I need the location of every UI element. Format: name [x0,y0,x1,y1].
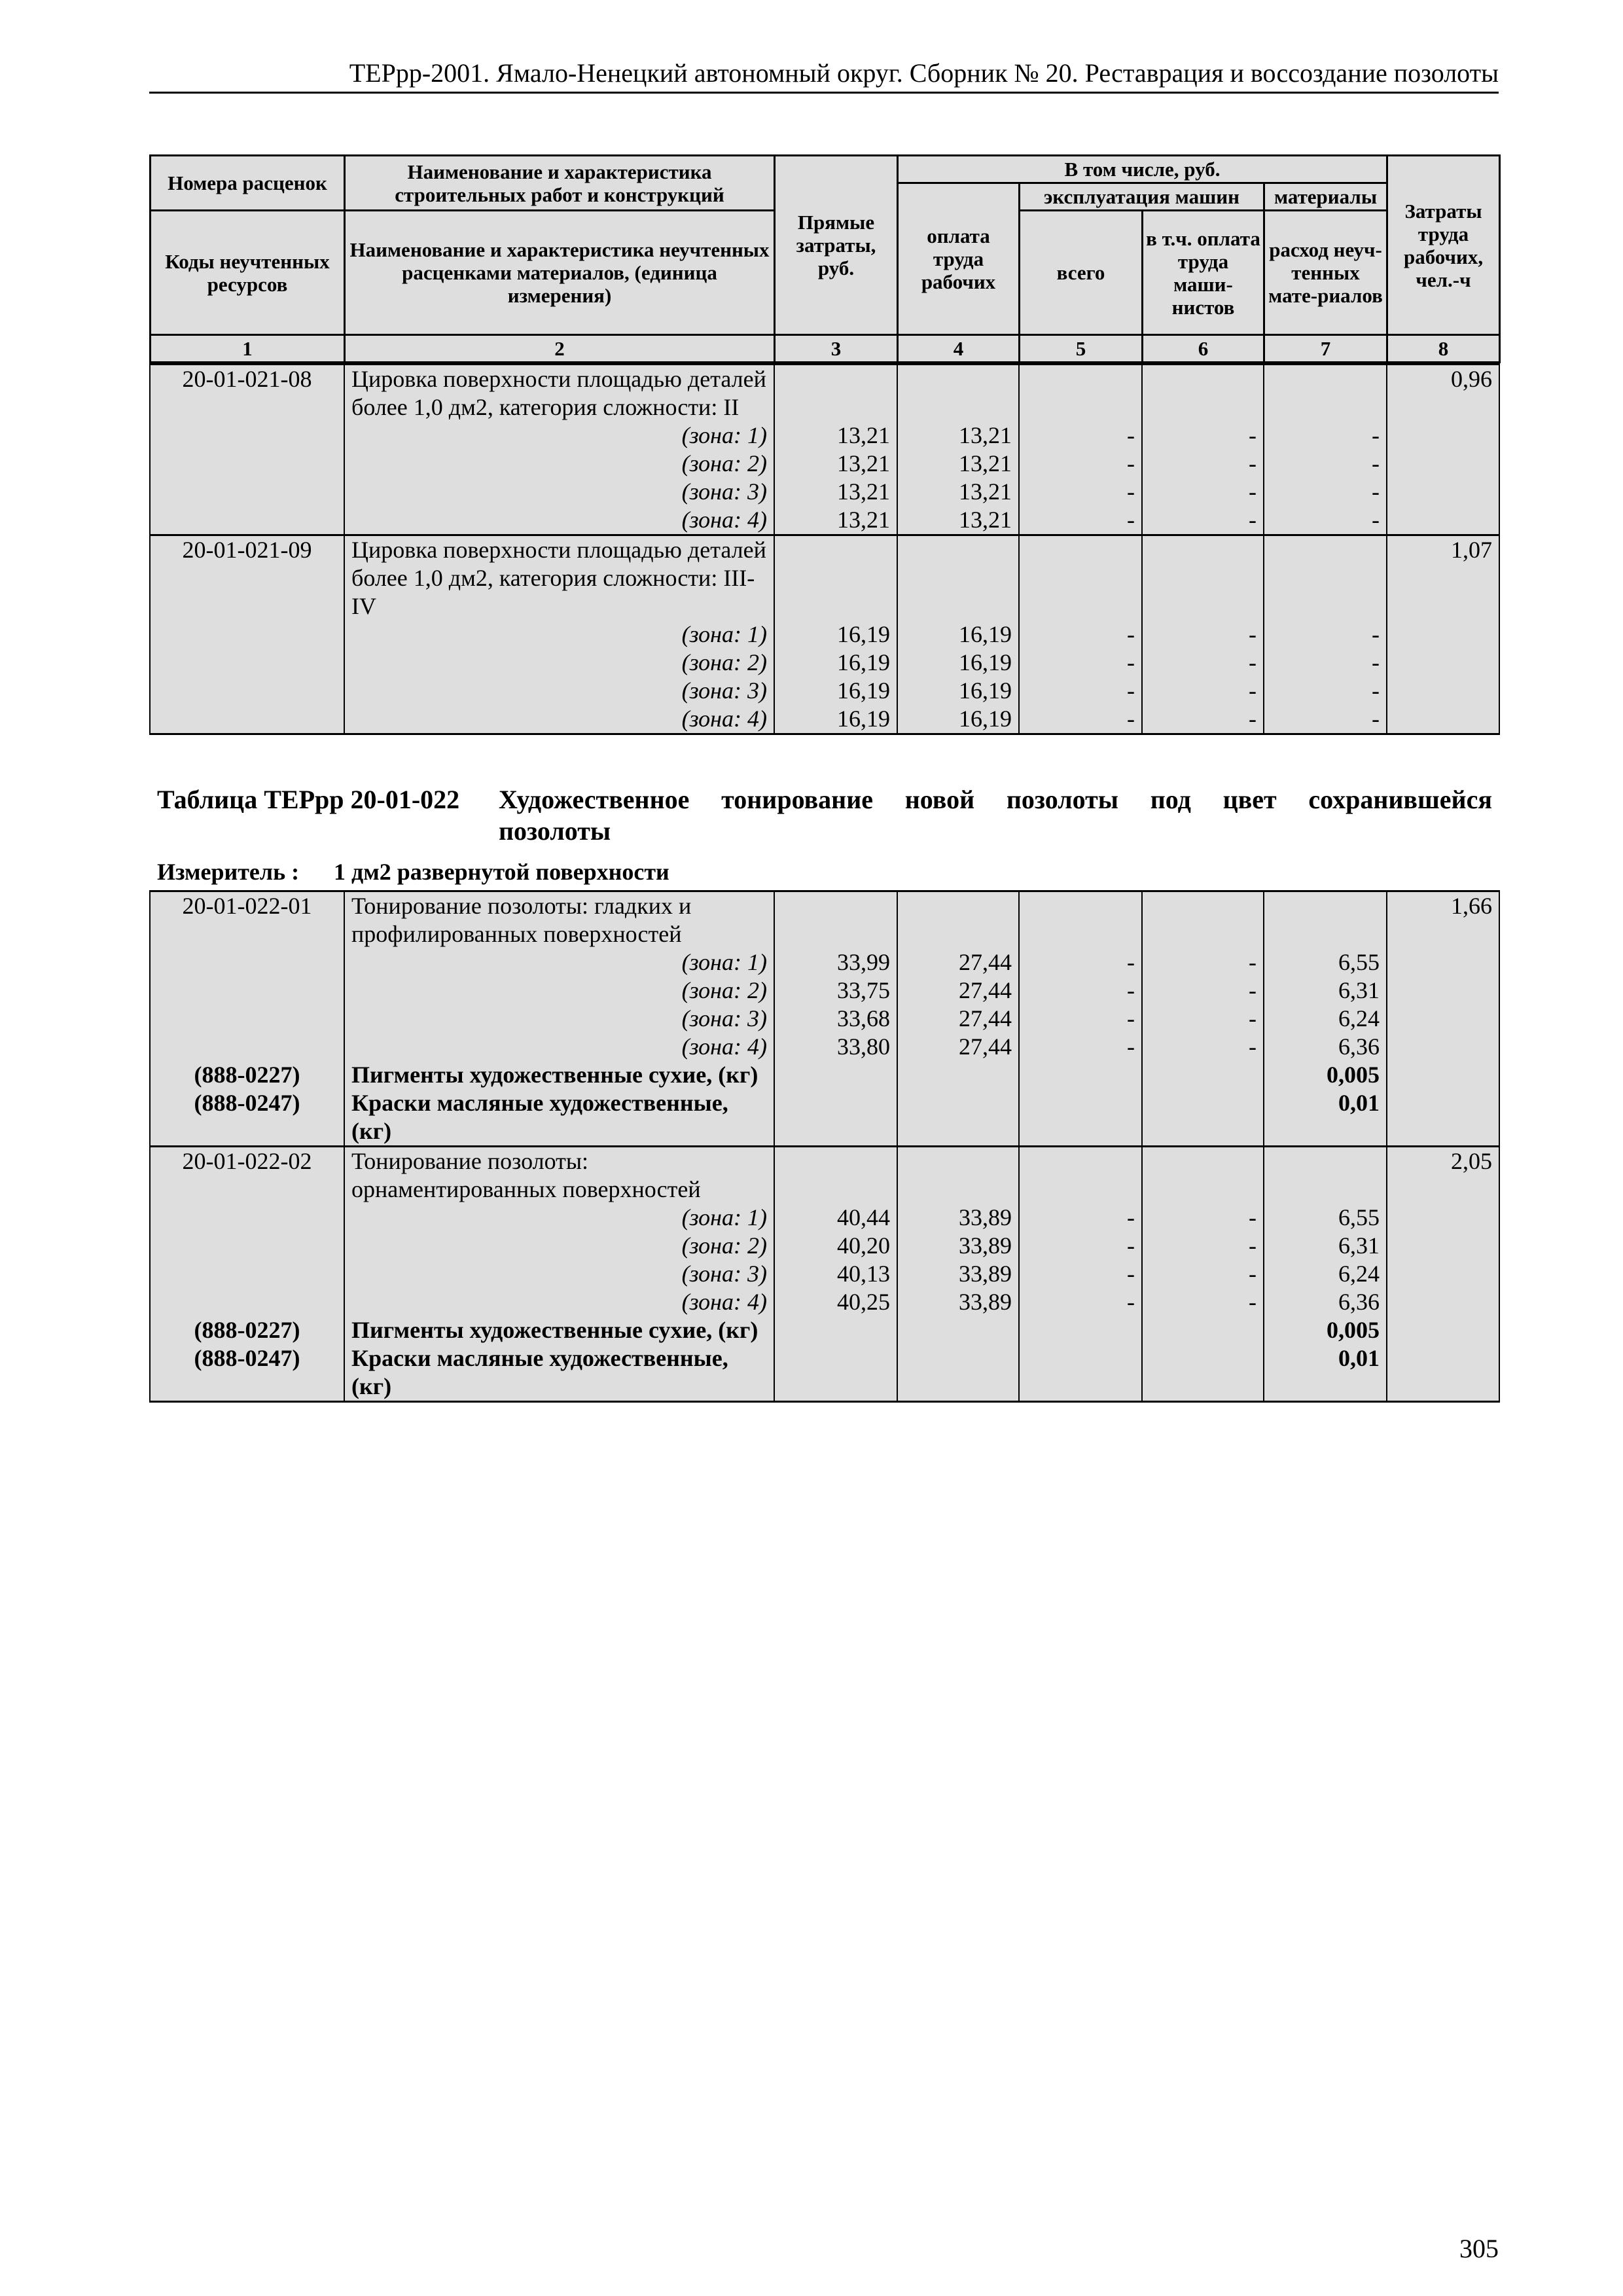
table-cell [897,1344,1019,1402]
table-cell [897,891,1019,949]
col-mat-use: расход неуч-тенных мате-риалов [1264,211,1387,335]
col-number: 2 [345,335,775,363]
wage-cost: 33,89 [897,1260,1019,1288]
table-cell [1019,1344,1142,1402]
zone-row [150,948,1499,977]
direct-cost: 16,19 [774,649,897,677]
table-title-text-cont: позолоты [499,816,611,846]
resource-code: (888-0247) [150,1344,344,1402]
col-number: 8 [1387,335,1500,363]
table-cell [897,1089,1019,1147]
table-cell [150,705,344,734]
col-number: 3 [775,335,898,363]
table-cell [150,1033,344,1061]
machine-wage-cost: - [1142,422,1264,450]
table-cell [1387,649,1499,677]
wage-cost: 16,19 [897,649,1019,677]
direct-cost: 13,21 [774,506,897,535]
table-cell [150,1232,344,1260]
machine-wage-cost: - [1142,1005,1264,1033]
wage-cost: 27,44 [897,977,1019,1005]
zone-label: (зона: 3) [344,478,774,506]
table-cell [150,948,344,977]
table-cell [150,422,344,450]
rate-name: Цировка поверхности площадью деталей более 1,0 дм2, категория сложности: III-IV [344,535,774,621]
material-cost: 6,36 [1264,1288,1387,1316]
zone-label: (зона: 1) [344,422,774,450]
wage-cost: 33,89 [897,1204,1019,1232]
table-row [150,891,1499,949]
direct-cost: 33,68 [774,1005,897,1033]
machine-wage-cost: - [1142,677,1264,705]
running-header: ТЕРрр-2001. Ямало-Ненецкий автономный округ. Сборник № 20. Реставрация и воссоздание позолоты [349,58,1499,88]
header-rule [149,92,1499,94]
machine-wage-cost: - [1142,1204,1264,1232]
wage-cost: 13,21 [897,478,1019,506]
zone-row [150,620,1499,649]
machine-cost: - [1019,1232,1142,1260]
zone-row [150,977,1499,1005]
resource-code: (888-0247) [150,1089,344,1147]
table-cell [1264,891,1387,949]
zone-label: (зона: 2) [344,977,774,1005]
table-cell [1387,705,1499,734]
direct-cost: 16,19 [774,677,897,705]
resource-row [150,1344,1499,1402]
table-cell [1387,1033,1499,1061]
table-row [150,365,1499,422]
resource-row [150,1316,1499,1344]
resource-name: Пигменты художественные сухие, (кг) [344,1316,774,1344]
machine-wage-cost: - [1142,1288,1264,1316]
table-cell [150,1260,344,1288]
zone-row [150,1005,1499,1033]
machine-wage-cost: - [1142,705,1264,734]
zone-row [150,1260,1499,1288]
table-cell [1142,535,1264,621]
table-cell [150,478,344,506]
wage-cost: 13,21 [897,506,1019,535]
machine-cost: - [1019,948,1142,977]
direct-cost: 13,21 [774,478,897,506]
material-cost: - [1264,620,1387,649]
col-number: 6 [1143,335,1264,363]
col-mach: эксплуатация машин [1020,183,1264,211]
table-cell [897,365,1019,422]
table-cell [774,1344,897,1402]
measure-unit: 1 дм2 развернутой поверхности [334,859,669,885]
table-cell [1019,1316,1142,1344]
measure-label: Измеритель : [157,859,300,885]
material-cost: 6,55 [1264,1204,1387,1232]
material-cost: 6,24 [1264,1260,1387,1288]
table-cell [1387,1061,1499,1089]
material-cost: - [1264,478,1387,506]
direct-cost: 13,21 [774,450,897,478]
machine-cost: - [1019,506,1142,535]
zone-row [150,450,1499,478]
zone-row [150,649,1499,677]
labor-value: 2,05 [1387,1147,1499,1204]
table-cell [1387,1005,1499,1033]
table-row [150,535,1499,621]
table-cell [150,677,344,705]
resource-code: (888-0227) [150,1316,344,1344]
material-cost: 6,24 [1264,1005,1387,1033]
table-cell [150,620,344,649]
wage-cost: 16,19 [897,705,1019,734]
table-cell [774,365,897,422]
machine-cost: - [1019,649,1142,677]
resource-row [150,1061,1499,1089]
table-row [150,1147,1499,1204]
direct-cost: 16,19 [774,705,897,734]
resource-code: (888-0227) [150,1061,344,1089]
table-cell [150,1005,344,1033]
table-cell [1387,450,1499,478]
table-cell [1142,1344,1264,1402]
table-cell [1142,1147,1264,1204]
wage-cost: 16,19 [897,677,1019,705]
table-cell [1019,1147,1142,1204]
col-res-name: Наименование и характеристика неучтенных расценками материалов, (единица измерения) [345,211,775,335]
table-cell [1387,948,1499,977]
material-cost: - [1264,422,1387,450]
material-cost: 6,31 [1264,1232,1387,1260]
table-cell [1387,478,1499,506]
table-cell [1019,1089,1142,1147]
direct-cost: 33,80 [774,1033,897,1061]
labor-value: 0,96 [1387,365,1499,422]
machine-cost: - [1019,705,1142,734]
material-cost: 6,31 [1264,977,1387,1005]
machine-wage-cost: - [1142,649,1264,677]
machine-cost: - [1019,1033,1142,1061]
material-cost: - [1264,649,1387,677]
resource-name: Краски масляные художественные, (кг) [344,1089,774,1147]
col-mat: материалы [1264,183,1387,211]
resource-value: 0,01 [1264,1344,1387,1402]
resource-value: 0,005 [1264,1316,1387,1344]
table-cell [150,506,344,535]
machine-cost: - [1019,1288,1142,1316]
table-cell [150,1204,344,1232]
wage-cost: 16,19 [897,620,1019,649]
col-name: Наименование и характеристика строительных работ и конструкций [345,156,775,211]
direct-cost: 40,13 [774,1260,897,1288]
table-cell [150,450,344,478]
col-codes: Коды неучтенных ресурсов [151,211,345,335]
col-number: 4 [898,335,1020,363]
table-cell [1387,506,1499,535]
table-cell [1387,1288,1499,1316]
table-cell [1387,677,1499,705]
material-cost: 6,55 [1264,948,1387,977]
table-cell [1387,1344,1499,1402]
machine-cost: - [1019,677,1142,705]
col-mach-wage: в т.ч. оплата труда маши-нистов [1143,211,1264,335]
table-cell [774,1061,897,1089]
zone-label: (зона: 2) [344,649,774,677]
table-cell [1387,977,1499,1005]
table-cell [1387,422,1499,450]
table-cell [1019,535,1142,621]
col-total: всего [1020,211,1143,335]
col-wage: оплата труда рабочих [898,183,1020,335]
material-cost: - [1264,506,1387,535]
table-cell [1142,1089,1264,1147]
zone-row [150,506,1499,535]
table-cell [1142,365,1264,422]
resource-name: Краски масляные художественные, (кг) [344,1344,774,1402]
machine-wage-cost: - [1142,1260,1264,1288]
rate-code: 20-01-021-08 [150,365,344,422]
zone-label: (зона: 3) [344,677,774,705]
table-cell [1387,1316,1499,1344]
zone-label: (зона: 1) [344,620,774,649]
resource-value: 0,005 [1264,1061,1387,1089]
resource-name: Пигменты художественные сухие, (кг) [344,1061,774,1089]
resource-value: 0,01 [1264,1089,1387,1147]
zone-label: (зона: 2) [344,1232,774,1260]
zone-label: (зона: 4) [344,1288,774,1316]
zone-row [150,422,1499,450]
material-cost: 6,36 [1264,1033,1387,1061]
page-number: 305 [1459,2234,1499,2263]
zone-row [150,478,1499,506]
wage-cost: 27,44 [897,948,1019,977]
machine-cost: - [1019,1260,1142,1288]
table-cell [897,1061,1019,1089]
direct-cost: 16,19 [774,620,897,649]
table-cell [1142,1061,1264,1089]
table-cell [1019,365,1142,422]
machine-wage-cost: - [1142,1033,1264,1061]
machine-cost: - [1019,1204,1142,1232]
machine-cost: - [1019,977,1142,1005]
machine-wage-cost: - [1142,620,1264,649]
wage-cost: 27,44 [897,1033,1019,1061]
machine-cost: - [1019,422,1142,450]
col-number: 1 [151,335,345,363]
machine-wage-cost: - [1142,450,1264,478]
rate-name: Тонирование позолоты: орнаментированных поверхностей [344,1147,774,1204]
table-title-label: Таблица ТЕРрр 20-01-022 [157,785,460,814]
machine-cost: - [1019,450,1142,478]
machine-wage-cost: - [1142,977,1264,1005]
wage-cost: 13,21 [897,450,1019,478]
table-cell [1019,1061,1142,1089]
zone-label: (зона: 4) [344,506,774,535]
zone-row [150,1288,1499,1316]
machine-cost: - [1019,1005,1142,1033]
zone-label: (зона: 1) [344,1204,774,1232]
table-cell [1387,1204,1499,1232]
direct-cost: 33,99 [774,948,897,977]
table-cell [1142,891,1264,949]
wage-cost: 33,89 [897,1288,1019,1316]
column-header-table [149,154,1501,363]
machine-cost: - [1019,478,1142,506]
table-cell [1387,620,1499,649]
table-cell [1387,1089,1499,1147]
wage-cost: 13,21 [897,422,1019,450]
table-cell [897,1316,1019,1344]
resource-row [150,1089,1499,1147]
rate-name: Тонирование позолоты: гладких и профилированных поверхностей [344,891,774,949]
material-cost: - [1264,677,1387,705]
measure-line [157,857,669,886]
table-cell [774,1089,897,1147]
zone-label: (зона: 2) [344,450,774,478]
wage-cost: 33,89 [897,1232,1019,1260]
zone-row [150,705,1499,734]
wage-cost: 27,44 [897,1005,1019,1033]
machine-wage-cost: - [1142,948,1264,977]
direct-cost: 40,20 [774,1232,897,1260]
table-cell [150,649,344,677]
machine-cost: - [1019,620,1142,649]
table-cell [1264,1147,1387,1204]
table-title-text: Художественное тонирование новой позолоты под цвет сохранившейся [499,785,1492,814]
table-cell [774,535,897,621]
direct-cost: 33,75 [774,977,897,1005]
rate-code: 20-01-022-02 [150,1147,344,1204]
table-cell [1387,1232,1499,1260]
material-cost: - [1264,450,1387,478]
zone-label: (зона: 4) [344,1033,774,1061]
table-cell [1264,535,1387,621]
col-labor: Затраты труда рабочих, чел.-ч [1387,156,1500,335]
zone-label: (зона: 3) [344,1260,774,1288]
zone-row [150,1232,1499,1260]
labor-value: 1,07 [1387,535,1499,621]
table-cell [774,1316,897,1344]
zone-label: (зона: 3) [344,1005,774,1033]
machine-wage-cost: - [1142,1232,1264,1260]
col-incl: В том числе, руб. [898,156,1387,183]
table-cell [897,1147,1019,1204]
direct-cost: 40,44 [774,1204,897,1232]
zone-label: (зона: 1) [344,948,774,977]
table-cell [150,1288,344,1316]
zone-row [150,1204,1499,1232]
direct-cost: 40,25 [774,1288,897,1316]
zone-row [150,677,1499,705]
material-cost: - [1264,705,1387,734]
zone-label: (зона: 4) [344,705,774,734]
machine-wage-cost: - [1142,506,1264,535]
col-num: Номера расценок [151,156,345,211]
rates-table-022 [149,890,1500,1403]
rate-name: Цировка поверхности площадью деталей более 1,0 дм2, категория сложности: II [344,365,774,422]
table-cell [1019,891,1142,949]
rate-code: 20-01-021-09 [150,535,344,621]
labor-value: 1,66 [1387,891,1499,949]
rates-table-021 [149,363,1500,735]
col-direct: Прямые затраты, руб. [775,156,898,335]
table-cell [774,1147,897,1204]
zone-row [150,1033,1499,1061]
table-cell [1142,1316,1264,1344]
table-cell [897,535,1019,621]
table-cell [1264,365,1387,422]
table-cell [774,891,897,949]
direct-cost: 13,21 [774,422,897,450]
rate-code: 20-01-022-01 [150,891,344,949]
table-cell [150,977,344,1005]
col-number: 5 [1020,335,1143,363]
col-number: 7 [1264,335,1387,363]
machine-wage-cost: - [1142,478,1264,506]
table-cell [1387,1260,1499,1288]
